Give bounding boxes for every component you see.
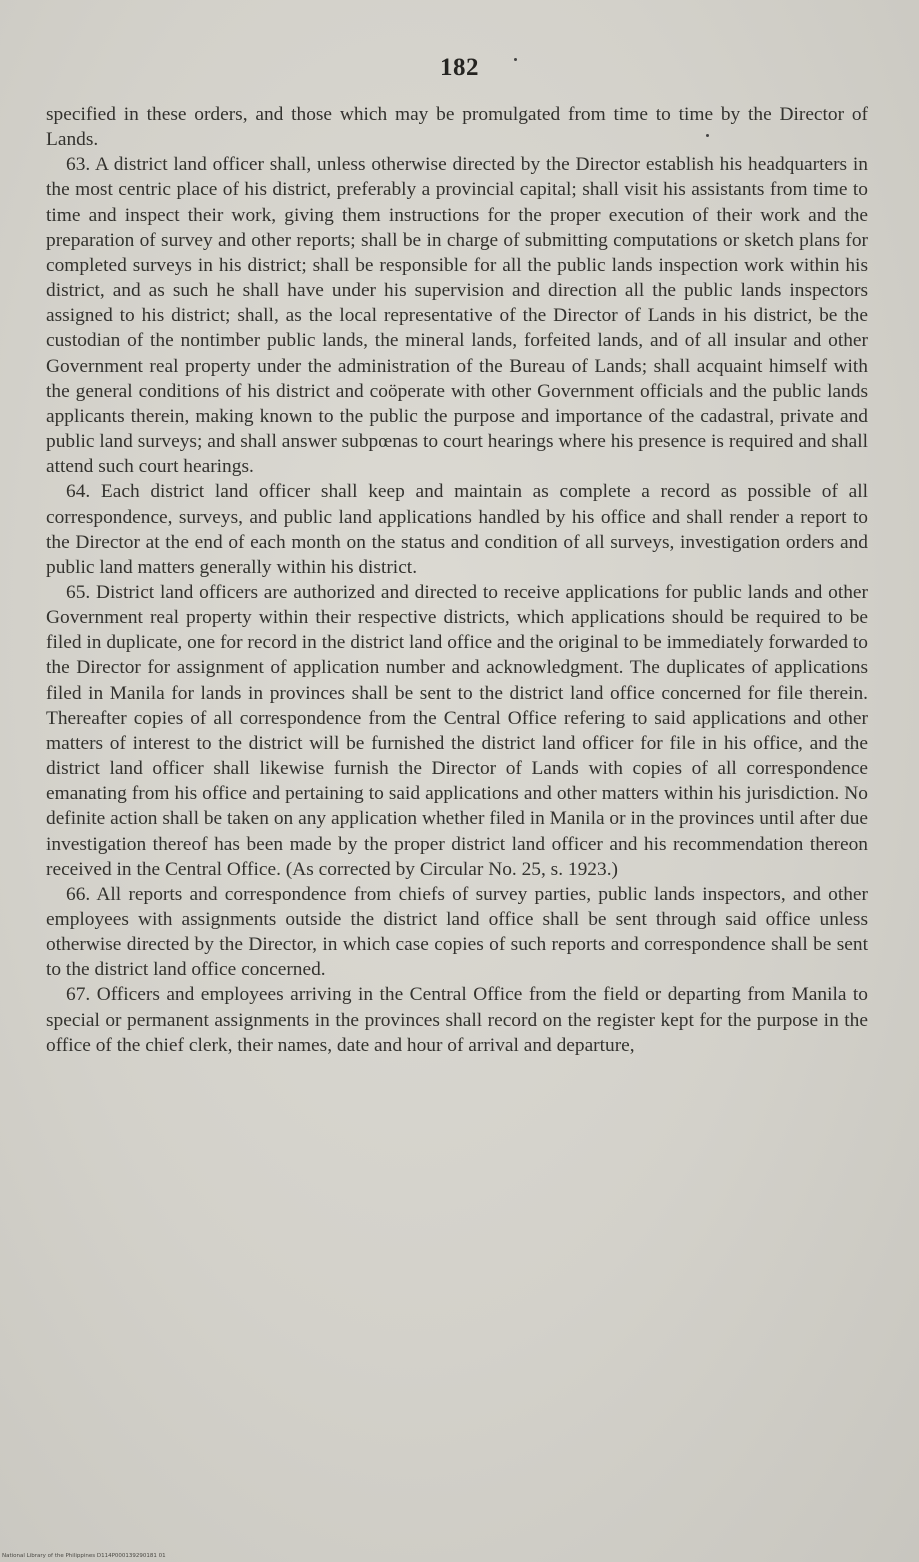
body-text [46,102,868,1058]
paragraph-64: 64. Each district land officer shall keep and maintain as complete a record as possible of all correspondence, surveys, and public land applications handled by his office and shall render a report to the Director at the end of each month on the status and condition of all surveys, investigation orders and public land matters generally within his district. [46,481,868,578]
page-number: 182 [440,54,479,81]
scan-speck [514,58,517,61]
paragraph-continuation: specified in these orders, and those which may be promulgated from time to time by the Director of Lands. [46,104,868,151]
paragraph-67: 67. Officers and employees arriving in the Central Office from the field or departing from Manila to special or permanent assignments in the provinces shall record on the register kept for the purpose in the office of the chief clerk, their names, date and hour of arrival and departure, [46,984,868,1056]
paragraph-66: 66. All reports and correspondence from chiefs of survey parties, public lands inspectors, and other employees with assignments outside the district land office shall be sent through said office unless otherwise directed by the Director, in which case copies of such reports and correspondence shall be sent to the district land office concerned. [46,883,868,981]
library-footer-note: National Library of the Philippines D114P000139290181 01 [2,1553,166,1559]
scan-speck [706,134,709,137]
paragraph-63: 63. A district land officer shall, unless otherwise directed by the Director establish his headquarters in the most centric place of his district, preferably a provincial capital; shall visit his assistants from time to time and inspect their work, giving them instructions for the proper execution of their work and the preparation of survey and other reports; shall be in charge of submitting computations or sketch plans for completed surveys in his district; shall be responsible for all the public lands inspection work within his district, and as such he shall have under his supervision and direction all the public lands inspectors assigned to his district; shall, as the local representative of the Director of Lands in his district, be the custodian of the nontimber public lands, the mineral lands, forfeited lands, and of all insular and other Government real property under the administration of the Bureau of Lands; shall acquaint himself with the general conditions of his district and coöperate with other Government officials and the public lands applicants therein, making known to the public the purpose and importance of the cadastral, private and public land surveys; and shall answer subpœnas to court hearings where his presence is required and shall attend such court hearings. [46,154,868,478]
paragraph-65: 65. District land officers are authorized and directed to receive applications for public lands and other Government real property within their respective districts, which applications should be required to be filed in duplicate, one for record in the district land office and the original to be immediately forwarded to the Director for assignment of application number and acknowledgment. The duplicates of applications filed in Manila for lands in provinces shall be sent to the district land office concerned for file therein. Thereafter copies of all correspondence from the Central Office refering to said applications and other matters of interest to the district will be furnished the district land officer for file in his office, and the district land officer shall likewise furnish the Director of Lands with copies of all correspondence emanating from his office and pertaining to said applications and other matters within his jurisdiction. No definite action shall be taken on any application whether filed in Manila or in the provinces until after due investigation thereof has been made by the proper district land officer and his recommendation thereon received in the Central Office. (As corrected by Circular No. 25, s. 1923.) [46,581,868,880]
